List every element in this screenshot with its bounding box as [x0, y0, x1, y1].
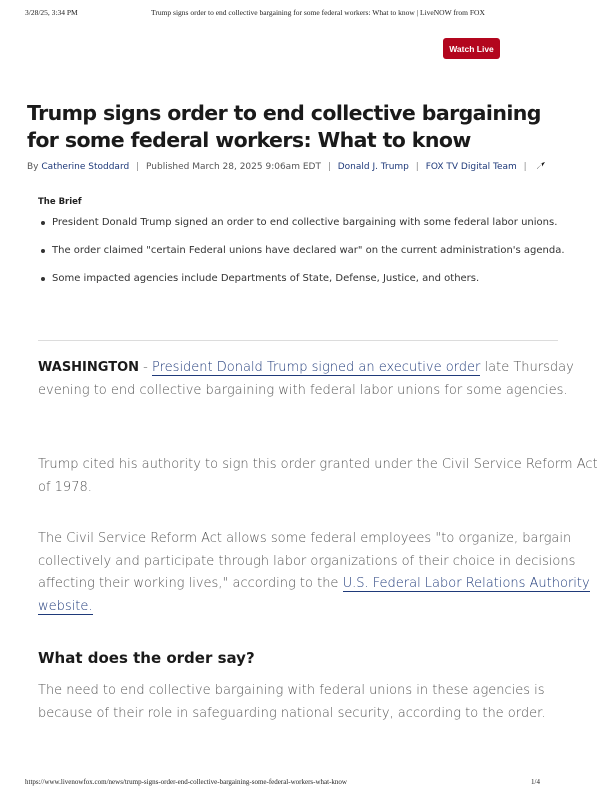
print-footer: [25, 778, 540, 790]
print-datetime: 3/28/25, 3:34 PM: [25, 8, 78, 17]
byline-separator: |: [523, 162, 527, 172]
paragraph-4: The need to end collective bargaining with federal unions in these agencies is because of their role in safeguarding national security, according to the order.: [38, 683, 546, 721]
tag-link-trump[interactable]: Donald J. Trump: [337, 162, 409, 172]
byline-separator: |: [136, 162, 140, 172]
byline: [27, 160, 546, 173]
brief-list: [38, 216, 578, 300]
paragraph-1: [38, 357, 598, 402]
brief-item: Some impacted agencies include Departments of State, Defense, Justice, and others.: [38, 272, 578, 286]
paragraph-2: Trump cited his authority to sign this order granted under the Civil Service Reform Act of 1978.: [38, 457, 598, 495]
watch-live-button[interactable]: Watch Live: [443, 38, 500, 59]
print-header: [25, 8, 540, 20]
byline-by: By: [27, 162, 39, 172]
paragraph-1-text: late Thursday evening to end collective bargaining with federal labor unions for some agencies.: [38, 360, 574, 398]
tag-link-fox-tv[interactable]: FOX TV Digital Team: [425, 162, 517, 172]
dateline-dash: -: [139, 360, 152, 375]
executive-order-link[interactable]: President Donald Trump signed an executive order: [152, 360, 481, 375]
section-heading: What does the order say?: [38, 649, 255, 667]
print-url: https://www.livenowfox.com/news/trump-signs-order-end-collective-bargaining-some-federal-workers-what-know: [25, 778, 347, 786]
published-date: March 28, 2025 9:06am EDT: [192, 162, 321, 172]
dateline: WASHINGTON: [38, 360, 140, 375]
flra-website-link[interactable]: U.S. Federal Labor Relations Authority website.: [38, 576, 590, 614]
print-page-title: Trump signs order to end collective bargaining for some federal workers: What to know | LiveNOW from FOX: [151, 8, 485, 17]
author-link[interactable]: Catherine Stoddard: [41, 162, 130, 172]
published-label: Published: [146, 162, 190, 172]
divider: [38, 340, 558, 341]
brief-item: The order claimed "certain Federal unions have declared war" on the current administration's agenda.: [38, 244, 578, 258]
article: [0, 90, 598, 780]
brief-item: President Donald Trump signed an order to end collective bargaining with some federal labor unions.: [38, 216, 578, 230]
print-page-number: 1/4: [531, 778, 540, 786]
byline-separator: |: [415, 162, 419, 172]
share-icon[interactable]: [536, 160, 546, 173]
paragraph-3-text: The Civil Service Reform Act allows some federal employees "to organize, bargain collectively and participate through labor organizations of their choice in decisions affecting their working lives," according to the: [38, 531, 576, 591]
article-headline: Trump signs order to end collective bargaining for some federal workers: What to know: [27, 101, 541, 152]
byline-separator: |: [327, 162, 331, 172]
brief-title: The Brief: [38, 197, 82, 207]
paragraph-3: [38, 528, 598, 618]
